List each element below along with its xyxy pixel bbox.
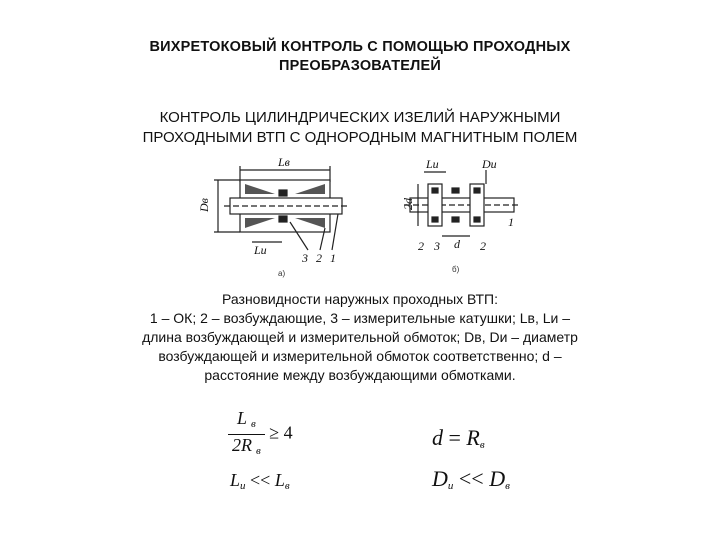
label-a-1: 1 — [330, 251, 336, 265]
measuring-coil-b-top — [452, 188, 459, 193]
coil-mark-rt — [474, 188, 480, 193]
label-2d: 2d — [401, 198, 415, 210]
leader-1 — [332, 214, 338, 250]
formula-length-ratio — [228, 408, 293, 461]
label-lu-b: Lи — [426, 157, 439, 171]
caption-line-1: Разновидности наружных проходных ВТП: — [222, 291, 498, 307]
caption-line-3: длина возбуждающей и измерительной обмоток; Dв, Dи – диаметр — [142, 329, 578, 345]
label-dv: Dв — [197, 198, 211, 212]
diagram-a — [214, 166, 348, 250]
measuring-coil-b-bottom — [452, 217, 459, 222]
figure-caption — [100, 290, 620, 385]
label-lu: Lu — [254, 243, 267, 257]
label-b-caption: б) — [452, 265, 460, 274]
caption-line-4: возбуждающей и измерительной обмоток соответственно; d – — [158, 348, 562, 364]
formula-di-dv: $D_и << D_в$ — [432, 466, 510, 492]
formula-lu-lv: $L_и << L_в$ — [230, 470, 290, 492]
subtitle-line-1: КОНТРОЛЬ ЦИЛИНДРИЧЕСКИХ ИЗЕЛИЙ НАРУЖНЫМИ — [159, 109, 561, 126]
coil-mark-rb — [474, 217, 480, 222]
label-lv: Lв — [278, 155, 290, 169]
slide-subtitle — [0, 108, 720, 148]
caption-line-2: 1 – ОК; 2 – возбуждающие, 3 – измерительные катушки; Lв, Lи – — [149, 310, 571, 326]
label-a-caption: а) — [278, 269, 286, 278]
title-line-2: ПРЕОБРАЗОВАТЕЛЕЙ — [279, 58, 441, 74]
label-b-1: 1 — [508, 215, 514, 229]
label-a-2: 2 — [316, 251, 322, 265]
formula-relation: ≥ 4 — [269, 422, 293, 443]
label-di: Dи — [482, 157, 497, 171]
formula-fraction — [228, 408, 265, 461]
coil-mark-lt — [432, 188, 438, 193]
formula-d-rv: $d = R_в$ — [432, 425, 485, 451]
label-a-3: 3 — [302, 251, 308, 265]
caption-line-5: расстояние между возбуждающими обмотками. — [204, 367, 516, 383]
label-b-3: 3 — [434, 239, 440, 253]
measuring-coil-top — [279, 190, 287, 196]
title-line-1: ВИХРЕТОКОВЫЙ КОНТРОЛЬ С ПОМОЩЬЮ ПРОХОДНЫХ — [149, 39, 571, 55]
subtitle-line-2: ПРОХОДНЫМИ ВТП С ОДНОРОДНЫМ МАГНИТНЫМ ПОЛЕМ — [142, 129, 578, 146]
slide-title — [0, 38, 720, 76]
label-d: d — [454, 237, 460, 251]
coil-mark-lb — [432, 217, 438, 222]
label-b-2: 2 — [418, 239, 424, 253]
transducer-diagram — [190, 150, 530, 280]
measuring-coil-bottom — [279, 216, 287, 222]
fraction-denominator: 2R $_в$ — [232, 435, 261, 457]
diagram-b — [404, 170, 520, 236]
label-b-2-right: 2 — [480, 239, 486, 253]
fraction-numerator: L $_в$ — [228, 408, 265, 435]
